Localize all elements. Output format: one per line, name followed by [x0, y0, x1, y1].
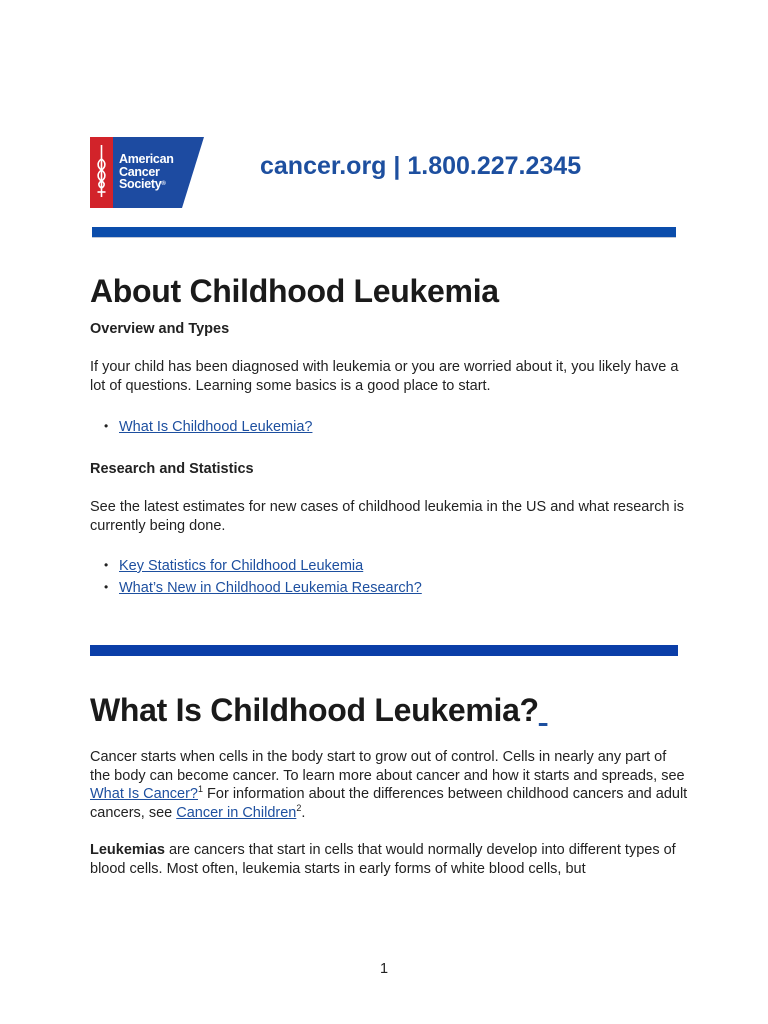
subheading-research: Research and Statistics	[90, 461, 254, 477]
footnote-2: 2	[296, 802, 302, 813]
section-divider	[90, 645, 678, 656]
intro-text-1: Cancer starts when cells in the body start to grow out of control. Cells in nearly any part of the body can become cancer. To learn more about cancer and how it starts and spreads, see	[90, 749, 685, 784]
bullet-dot-icon: •	[104, 558, 109, 572]
link-cancer-in-children[interactable]: Cancer in Children	[176, 804, 297, 821]
link-what-is-childhood-leukemia[interactable]: What Is Childhood Leukemia?	[119, 419, 313, 435]
intro-text-2: For information about the differences between childhood cancers and adult cancers, see	[90, 786, 688, 821]
intro-paragraph	[90, 748, 690, 822]
logo-line-3	[119, 178, 174, 191]
header-rule	[92, 227, 676, 238]
footnote-1: 1	[198, 784, 204, 795]
logo-line-3-text: Society	[119, 177, 162, 191]
leukemias-paragraph	[90, 841, 690, 878]
contact-line: cancer.org | 1.800.227.2345	[260, 152, 582, 180]
intro-text-3: .	[301, 804, 306, 821]
page-title: About Childhood Leukemia	[90, 273, 499, 309]
research-links	[104, 555, 422, 599]
link-key-statistics[interactable]: Key Statistics for Childhood Leukemia	[119, 558, 364, 574]
overview-links	[104, 416, 312, 438]
section-title-text: What Is Childhood Leukemia?	[90, 692, 539, 728]
title-anchor-link[interactable]	[539, 692, 548, 728]
logo-wordmark	[119, 153, 174, 191]
acs-logo	[90, 137, 204, 208]
leukemias-text: are cancers that start in cells that would normally develop into different types of blood cells. Most often, leukemia starts in early forms of white blood cells, but	[90, 842, 676, 877]
logo-line-2: Cancer	[119, 164, 160, 179]
registered-mark: ®	[161, 181, 166, 187]
link-what-is-cancer[interactable]: What Is Cancer?	[90, 786, 198, 802]
overview-text: If your child has been diagnosed with leukemia or you are worried about it, you likely have a lot of questions. Learning some basics is a good place to start.	[90, 359, 679, 394]
bullet-dot-icon: •	[104, 580, 109, 594]
list-item	[104, 555, 422, 577]
section-title	[90, 692, 547, 729]
list-item	[104, 577, 422, 599]
research-text: See the latest estimates for new cases of childhood leukemia in the US and what research is currently being done.	[90, 499, 685, 534]
subheading-overview: Overview and Types	[90, 321, 230, 337]
list-item	[104, 416, 312, 438]
logo-line-1: American	[119, 152, 174, 166]
link-whats-new-research[interactable]: What’s New in Childhood Leukemia Research?	[119, 580, 422, 596]
leukemias-term: Leukemias	[90, 842, 165, 858]
bullet-dot-icon: •	[104, 419, 109, 433]
page-number: 1	[379, 961, 389, 977]
